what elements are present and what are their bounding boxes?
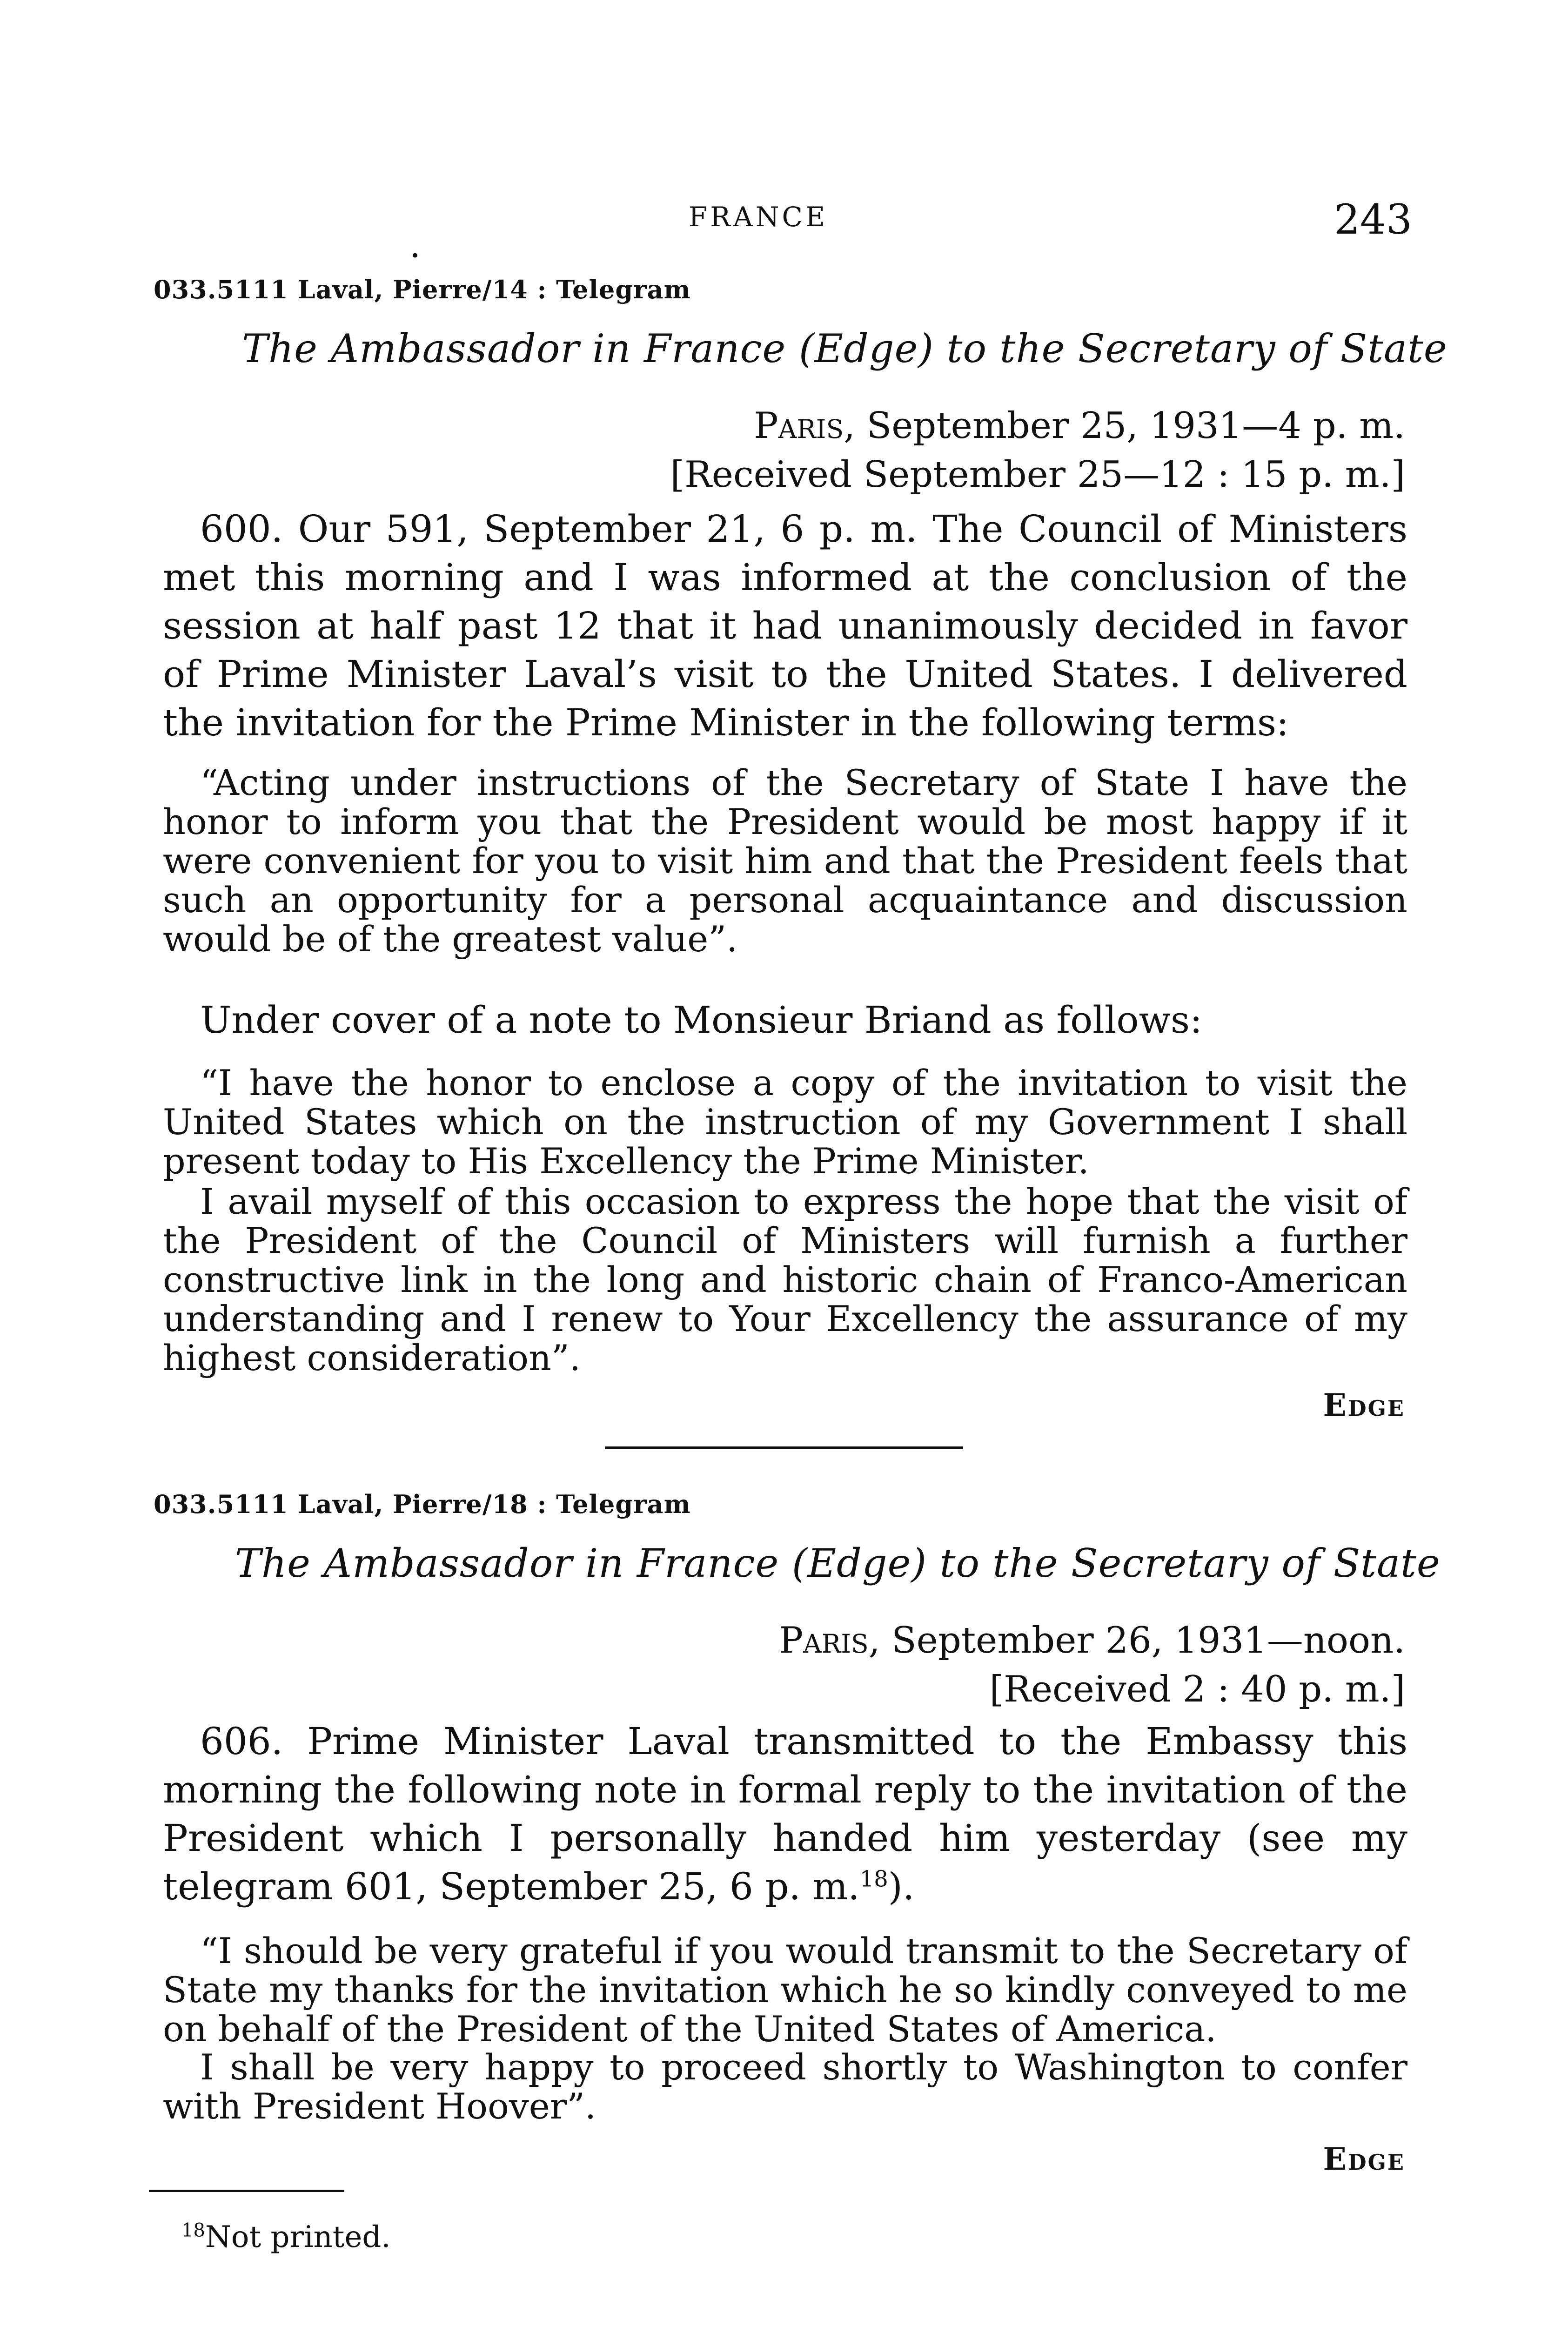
quoted-note: “I have the honor to enclose a copy of the invitation to visit the United States which on the instruction of my Government I shall present today to His Excellency the Prime Minister.	[163, 1062, 1407, 1182]
section-divider	[605, 1446, 963, 1449]
dateline-place: Paris	[778, 1620, 869, 1661]
footnote-ref: 18	[859, 1866, 888, 1892]
quoted-reply: I shall be very happy to proceed shortly to Washington to confer with President Hoover”.	[163, 2046, 1407, 2127]
document-title: The Ambassador in France (Edge) to the Secretary of State	[235, 1540, 1441, 1586]
footnote	[181, 2220, 391, 2254]
quoted-invitation: “Acting under instructions of the Secretary of State I have the honor to inform you that the President would be most happy if it were convenient for you to visit him and that the President feels that such an opportunity for a personal acquaintance and discussion would be of the greatest value”.	[163, 762, 1407, 960]
paragraph-text-end: ).	[888, 1865, 915, 1908]
bullet-mark: •	[410, 247, 420, 265]
running-head: FRANCE	[689, 201, 828, 233]
file-reference: 033.5111 Laval, Pierre/18 : Telegram	[154, 1489, 691, 1519]
dateline-date: , September 26, 1931—noon.	[868, 1620, 1405, 1661]
quoted-reply: “I should be very grateful if you would transmit to the Secretary of State my thanks for the invitation which he so kindly conveyed to me on behalf of the President of the United States of America.	[163, 1930, 1407, 2050]
file-reference: 033.5111 Laval, Pierre/14 : Telegram	[154, 275, 691, 304]
page-number: 243	[1334, 195, 1412, 243]
footnote-rule	[149, 2190, 344, 2192]
footnote-number: 18	[181, 2219, 205, 2241]
received-line: [Received September 25—12 : 15 p. m.]	[670, 454, 1405, 496]
telegram-paragraph	[163, 1717, 1407, 1911]
telegram-paragraph: Under cover of a note to Monsieur Briand as follows:	[200, 998, 1203, 1042]
dateline	[779, 1620, 1405, 1661]
footnote-text: Not printed.	[205, 2220, 391, 2254]
document-title: The Ambassador in France (Edge) to the Secretary of State	[242, 326, 1447, 371]
received-line: [Received 2 : 40 p. m.]	[989, 1668, 1405, 1710]
dateline-place: Paris	[754, 405, 844, 447]
paragraph-text: 606. Prime Minister Laval transmitted to the Embassy this morning the following note in formal reply to the invitation of the President which I personally handed him yesterday (see my telegram 601, September 25, 6 p. m.	[163, 1720, 1407, 1908]
dateline-date: , September 25, 1931—4 p. m.	[844, 405, 1405, 447]
dateline	[754, 405, 1405, 447]
quoted-note: I avail myself of this occasion to express the hope that the visit of the President of the Council of Ministers will furnish a further constructive link in the long and historic chain of Franco-American understanding and I renew to Your Excellency the assurance of my highest consideration”.	[163, 1181, 1407, 1379]
signature: Edge	[1323, 1387, 1405, 1423]
signature: Edge	[1323, 2141, 1405, 2177]
telegram-paragraph: 600. Our 591, September 21, 6 p. m. The Council of Ministers met this morning and I was informed at the conclusion of the session at half past 12 that it had unanimously decided in favor of Prime Minister Laval’s visit to the United States. I delivered the invitation for the Prime Minister in the following terms:	[163, 507, 1407, 744]
